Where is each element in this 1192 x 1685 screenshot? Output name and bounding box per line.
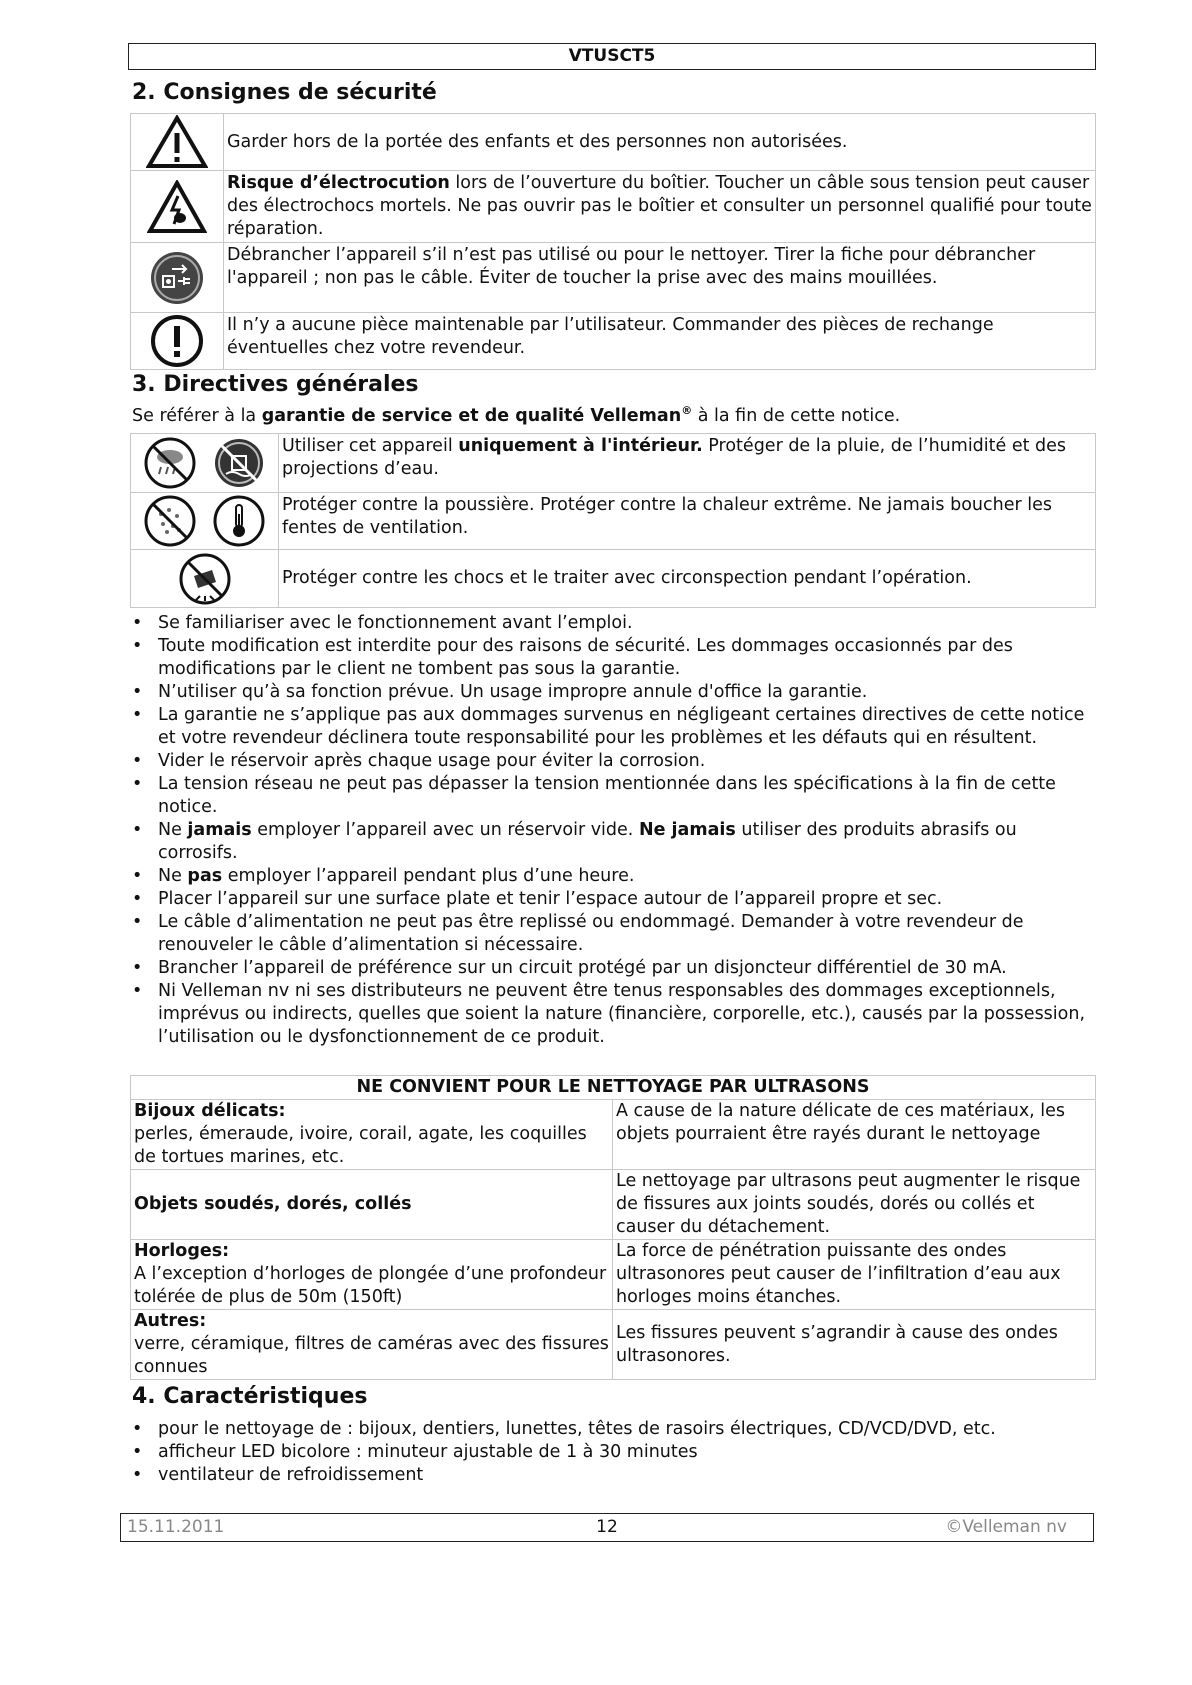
safety-text: lors de l’ouverture du boîtier. Toucher un câble sous tension peut causer des électrochocs mortels. Ne pas ouvrir pas le boîtier et consulter un personnel qualifié pour toute réparation.	[227, 173, 1092, 239]
intro-text: à la fin de cette notice.	[692, 405, 901, 426]
list-item: • Ni Velleman nv ni ses distributeurs ne peuvent être tenus responsables des dommages exceptionnels, imprévus ou indirects, quelles que soient la nature (financière, corporelle, etc.), causés par la possession, l’utilisation ou le dysfonctionnement de ce produit.	[132, 980, 1098, 1049]
section-3-intro	[132, 404, 900, 426]
no-water-icon	[212, 436, 266, 490]
page-number: 12	[596, 1517, 618, 1537]
ultrasonic-table	[130, 1075, 1096, 1380]
directive-row	[131, 434, 1096, 493]
list-item: • Placer l’appareil sur une surface plate et tenir l’espace autour de l’appareil propre et sec.	[132, 888, 1098, 911]
no-shock-icon	[178, 552, 232, 606]
list-item: • Le câble d’alimentation ne peut pas être replissé ou endommagé. Demander à votre revendeur de renouveler le câble d’alimentation si nécessaire.	[132, 911, 1098, 957]
item-detail: A l’exception d’horloges de plongée d’une profondeur tolérée de plus de 50m (150ft)	[134, 1264, 607, 1307]
list-item: • afficheur LED bicolore : minuteur ajustable de 1 à 30 minutes	[132, 1441, 1098, 1464]
features-list	[132, 1418, 1098, 1487]
footer-copyright: ©Velleman nv	[945, 1517, 1067, 1537]
electrocution-icon	[131, 171, 224, 243]
exclamation-icon	[131, 313, 224, 370]
table-row	[131, 1170, 1096, 1240]
list-item: • Vider le réservoir après chaque usage pour éviter la corrosion.	[132, 750, 1098, 773]
item-detail: perles, émeraude, ivoire, corail, agate, les coquilles de tortues marines, etc.	[134, 1124, 587, 1167]
item-reason: A cause de la nature délicate de ces matériaux, les objets pourraient être rayés durant le nettoyage	[616, 1101, 1066, 1144]
no-dust-icon	[143, 494, 197, 548]
directive-row	[131, 550, 1096, 608]
list-item: • Toute modification est interdite pour des raisons de sécurité. Les dommages occasionnés par des modifications par le client ne tombent pas sous la garantie.	[132, 635, 1098, 681]
item-title: Autres:	[134, 1311, 207, 1331]
list-item: • La tension réseau ne peut pas dépasser la tension mentionnée dans les spécifications à la fin de cette notice.	[132, 773, 1098, 819]
directive-text: Protéger de la pluie, de l’humidité et des projections d’eau.	[282, 436, 1067, 479]
intro-bold: garantie de service et de qualité Velleman	[261, 405, 682, 426]
section-2-heading: 2. Consignes de sécurité	[132, 80, 437, 105]
list-item: • ventilateur de refroidissement	[132, 1464, 1098, 1487]
safety-text: Garder hors de la portée des enfants et des personnes non autorisées.	[227, 131, 848, 152]
safety-row	[131, 243, 1096, 313]
directive-row	[131, 493, 1096, 550]
directive-text: Protéger contre les chocs et le traiter avec circonspection pendant l’opération.	[282, 568, 972, 588]
section-3-heading: 3. Directives générales	[132, 372, 419, 397]
directives-table	[130, 433, 1096, 608]
directive-text: Protéger contre la poussière. Protéger contre la chaleur extrême. Ne jamais boucher les fentes de ventilation.	[282, 495, 1052, 538]
directive-text: Utiliser cet appareil	[282, 436, 459, 456]
list-item: • N’utiliser qu’à sa fonction prévue. Un usage impropre annule d'office la garantie.	[132, 681, 1098, 704]
no-rain-icon	[143, 436, 197, 490]
list-item: • Ne jamais employer l’appareil avec un réservoir vide. Ne jamais utiliser des produits abrasifs ou corrosifs.	[132, 819, 1098, 865]
directive-bold: uniquement à l'intérieur.	[458, 436, 703, 456]
safety-row	[131, 171, 1096, 243]
item-reason: Le nettoyage par ultrasons peut augmenter le risque de fissures aux joints soudés, dorés ou collés et causer du détachement.	[616, 1171, 1081, 1237]
unplug-icon	[131, 243, 224, 313]
warning-triangle-icon	[131, 114, 224, 171]
thermometer-icon	[212, 494, 266, 548]
safety-text: Débrancher l’appareil s’il n’est pas utilisé ou pour le nettoyer. Tirer la fiche pour débrancher l'appareil ; non pas le câble. Éviter de toucher la prise avec des mains mouillées.	[227, 245, 1036, 288]
directives-list	[132, 612, 1098, 1049]
item-reason: Les fissures peuvent s’agrandir à cause des ondes ultrasonores.	[616, 1322, 1058, 1366]
section-4-heading: 4. Caractéristiques	[132, 1384, 368, 1409]
safety-row	[131, 114, 1096, 171]
safety-row	[131, 313, 1096, 370]
item-detail: verre, céramique, filtres de caméras avec des fissures connues	[134, 1334, 609, 1377]
footer-date: 15.11.2011	[127, 1517, 225, 1537]
item-title: Objets soudés, dorés, collés	[134, 1194, 412, 1214]
list-item: • La garantie ne s’applique pas aux dommages survenus en négligeant certaines directives de cette notice et votre revendeur déclinera toute responsabilité pour les problèmes et les défauts qui en résultent.	[132, 704, 1098, 750]
safety-text: Il n’y a aucune pièce maintenable par l’utilisateur. Commander des pièces de rechange éventuelles chez votre revendeur.	[227, 315, 994, 358]
safety-bold: Risque d’électrocution	[227, 173, 450, 193]
document-header	[128, 43, 1096, 70]
item-title: Horloges:	[134, 1241, 230, 1261]
list-item: • pour le nettoyage de : bijoux, dentiers, lunettes, têtes de rasoirs électriques, CD/VCD/DVD, etc.	[132, 1418, 1098, 1441]
item-reason: La force de pénétration puissante des ondes ultrasonores peut causer de l’infiltration d’eau aux horloges moins étanches.	[616, 1241, 1061, 1307]
page-footer	[120, 1513, 1094, 1542]
list-item: • Brancher l’appareil de préférence sur un circuit protégé par un disjoncteur différentiel de 30 mA.	[132, 957, 1098, 980]
intro-text: Se référer à la	[132, 405, 262, 426]
registered-mark: ®	[681, 404, 693, 417]
list-item: • Se familiariser avec le fonctionnement avant l’emploi.	[132, 612, 1098, 635]
safety-table	[130, 113, 1096, 370]
table-row	[131, 1100, 1096, 1170]
item-title: Bijoux délicats:	[134, 1101, 286, 1121]
ultrasonic-table-header: NE CONVIENT POUR LE NETTOYAGE PAR ULTRASONS	[131, 1076, 1096, 1100]
table-row	[131, 1310, 1096, 1380]
model-title: VTUSCT5	[568, 46, 656, 66]
list-item: • Ne pas employer l’appareil pendant plus d’une heure.	[132, 865, 1098, 888]
table-row	[131, 1240, 1096, 1310]
